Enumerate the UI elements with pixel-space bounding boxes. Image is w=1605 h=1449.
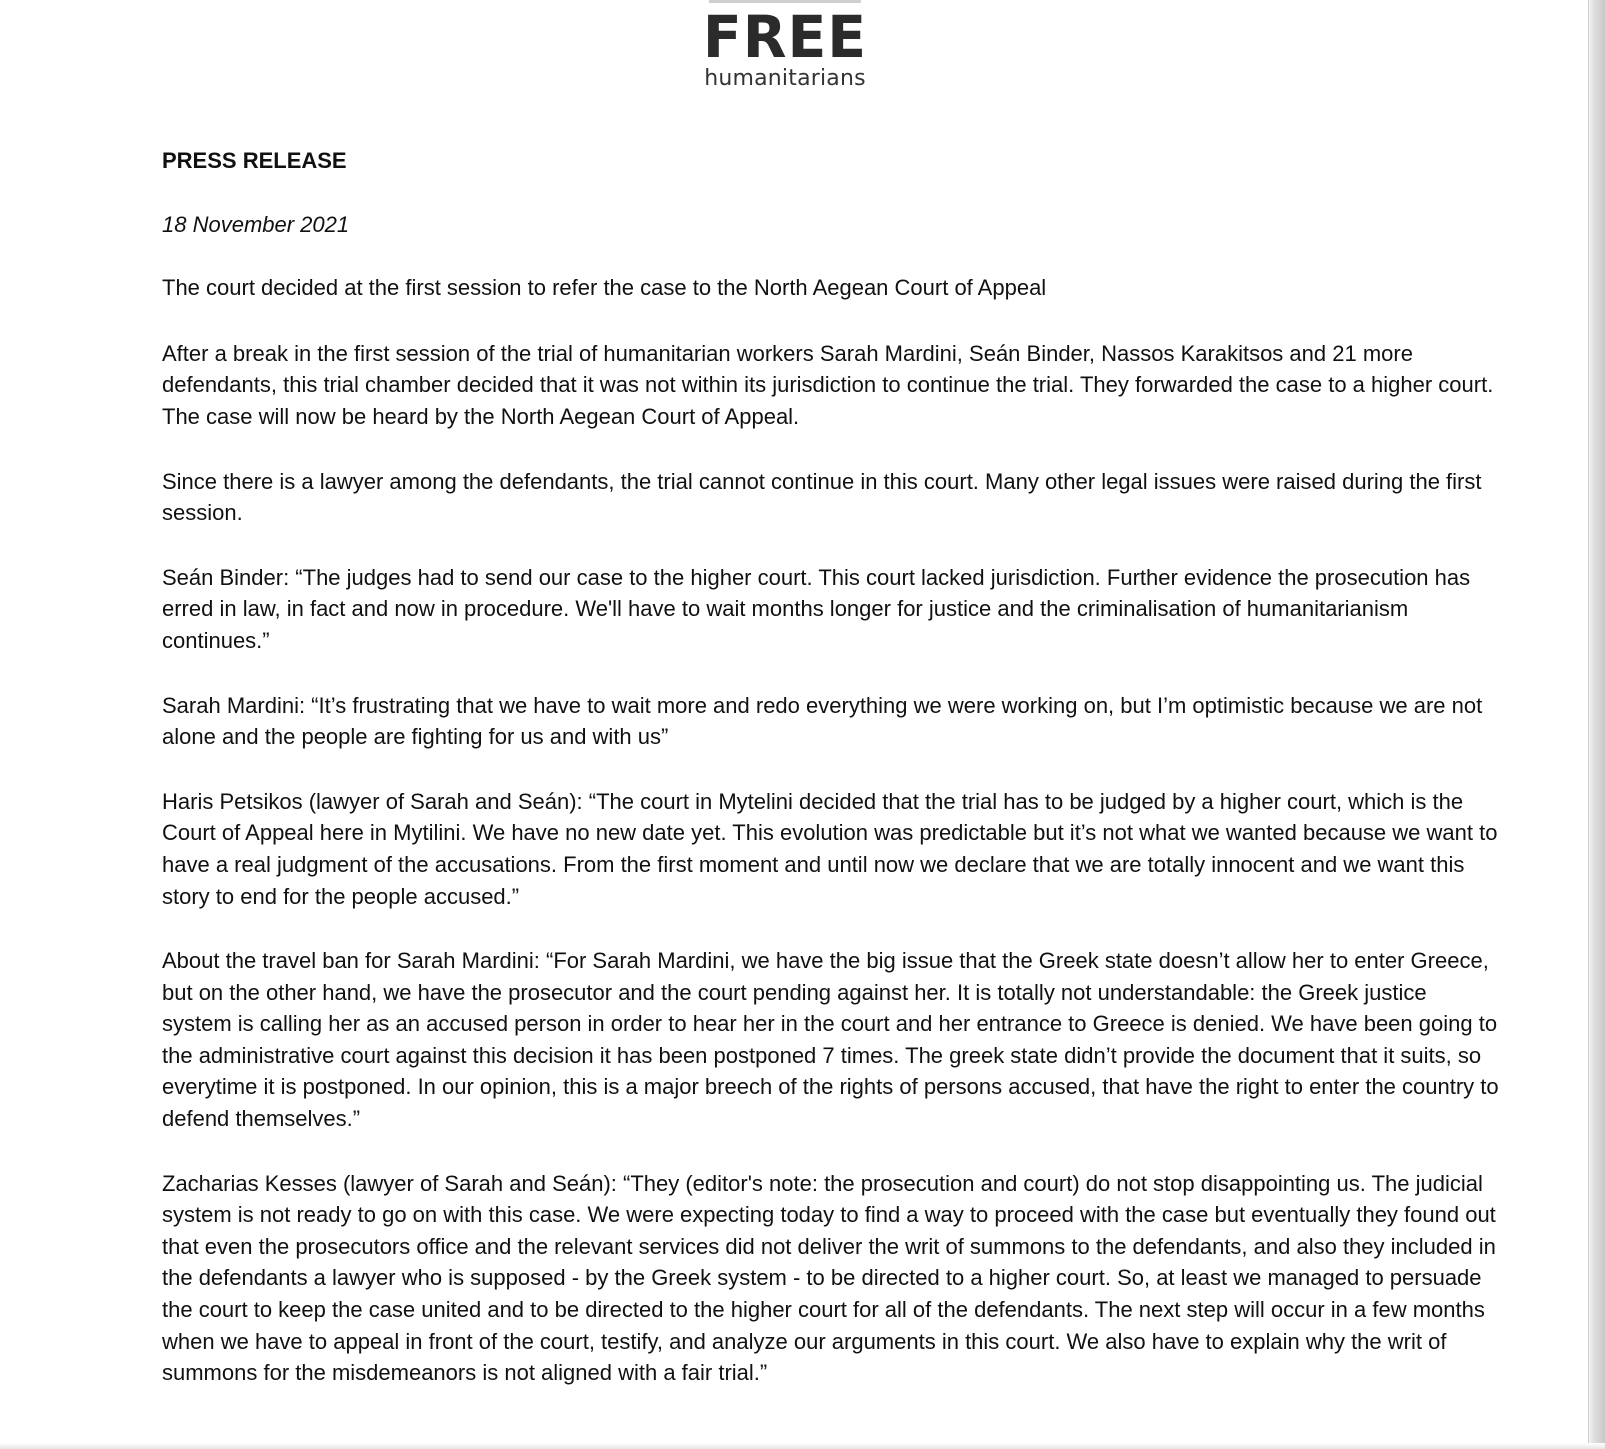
quote-haris-petsikos: Haris Petsikos (lawyer of Sarah and Seán): “The court in Mytelini decided that the trial has to be judged by a higher court, which is the Court of Appeal here in Mytilini. We have no new date yet. This evolution was predictable but it’s not what we wanted because we want to have a real judgment of the accusations. From the first moment and until now we declare that we are totally innocent and we want this story to end for the people accused.” <box>162 788 1498 909</box>
press-release-heading: PRESS RELEASE <box>162 148 347 173</box>
release-date: 18 November 2021 <box>162 211 350 237</box>
paragraph-lawyer-defendant: Since there is a lawyer among the defendants, the trial cannot continue in this court. Many other legal issues were raised during the first session. <box>162 468 1482 526</box>
paragraph-travel-ban: About the travel ban for Sarah Mardini: “For Sarah Mardini, we have the big issue that the Greek state doesn’t allow her to enter Greece, but on the other hand, we have the prosecutor and the court pending against her. It is totally not understandable: the Greek justice system is calling her as an accused person in order to hear her in the court and her entrance to Greece is denied. We have been going to the administrative court against this decision it has been postponed 7 times. The greek state didn’t provide the document that it suits, so everytime it is postponed. In our opinion, this is a major breech of the rights of persons accused, that have the right to enter the country to defend themselves.” <box>162 948 1499 1132</box>
quote-sarah-mardini: Sarah Mardini: “It’s frustrating that we have to wait more and redo everything we were working on, but I’m optimistic because we are not alone and the people are fighting for us and with us” <box>162 692 1483 750</box>
page-bottom-edge <box>0 1443 1605 1449</box>
quote-zacharias-kesses: Zacharias Kesses (lawyer of Sarah and Seán): “They (editor's note: the prosecution and court) do not stop disappointing us. The judicial system is not ready to go on with this case. We were expecting today to find a way to proceed with the case but eventually they found out that even the prosecutors office and the relevant services did not deliver the writ of summons to the defendants, and also they included in the defendants a lawyer who is supposed - by the Greek system - to be directed to a higher court. So, at least we managed to persuade the court to keep the case united and to be directed to the higher court for all of the defendants. The next step will occur in a few months when we have to appeal in front of the court, testify, and analyze our arguments in this court. We also have to explain why the writ of summons for the misdemeanors is not aligned with a fair trial.” <box>162 1170 1496 1386</box>
logo-wordmark: FREE <box>702 3 868 71</box>
logo-subtitle: humanitarians <box>704 66 866 91</box>
free-humanitarians-logo <box>700 0 870 92</box>
press-release-body <box>162 145 1502 1422</box>
page-right-edge <box>1588 0 1605 1449</box>
quote-sean-binder: Seán Binder: “The judges had to send our case to the higher court. This court lacked jurisdiction. Further evidence the prosecution has erred in law, in fact and now in procedure. We'll have to wait months longer for justice and the criminalisation of humanitarianism continues.” <box>162 564 1471 653</box>
paragraph-trial-referral: After a break in the first session of the trial of humanitarian workers Sarah Mardini, Seán Binder, Nassos Karakitsos and 21 more defendants, this trial chamber decided that it was not within its jurisdiction to continue the trial. They forwarded the case to a higher court. The case will now be heard by the North Aegean Court of Appeal. <box>162 340 1494 429</box>
lead-sentence: The court decided at the first session to refer the case to the North Aegean Court of Appeal <box>162 275 1047 301</box>
